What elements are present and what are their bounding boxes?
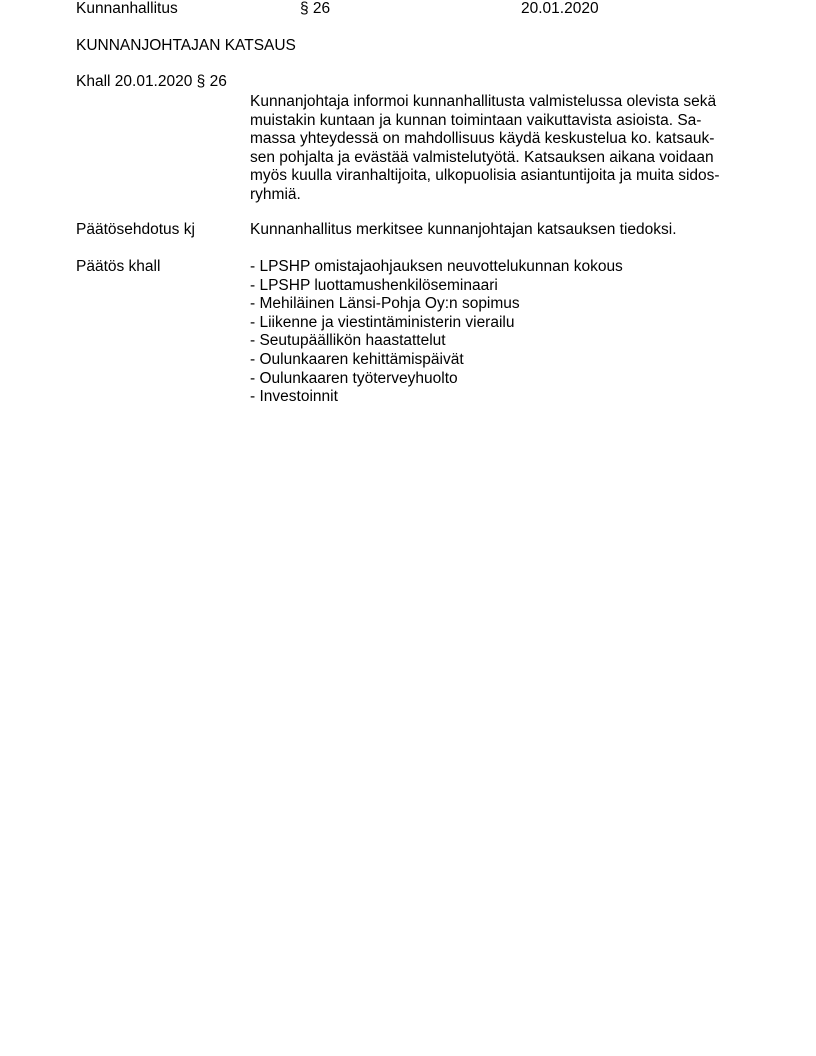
decision-item: - Seutupäällikön haastattelut	[250, 332, 446, 350]
intro-paragraph	[250, 93, 750, 205]
document-title: KUNNANJOHTAJAN KATSAUS	[76, 37, 296, 54]
intro-line: sen pohjalta ja evästää valmistelutyötä. Katsauksen aikana voidaan	[250, 148, 714, 166]
decision-item: - Oulunkaaren kehittämispäivät	[250, 350, 464, 368]
meeting-reference: Khall 20.01.2020 § 26	[76, 73, 227, 90]
decision-label: Päätös khall	[76, 258, 161, 275]
decision-item: - Oulunkaaren työterveyhuolto	[250, 369, 458, 387]
decision-item: - Liikenne ja viestintäministerin vierailu	[250, 313, 515, 331]
header-section-number: § 26	[300, 0, 331, 17]
intro-line: massa yhteydessä on mahdollisuus käydä keskustelua ko. katsauk-	[250, 130, 715, 148]
decision-item: - Investoinnit	[250, 388, 338, 406]
decision-list	[250, 258, 623, 407]
decision-item: - Mehiläinen Länsi-Pohja Oy:n sopimus	[250, 295, 520, 313]
proposal-text: Kunnanhallitus merkitsee kunnanjohtajan katsauksen tiedoksi.	[250, 221, 677, 238]
intro-line: myös kuulla viranhaltijoita, ulkopuolisia asiantuntijoita ja muita sidos-	[250, 167, 720, 185]
header-date: 20.01.2020	[521, 0, 599, 17]
proposal-label: Päätösehdotus kj	[76, 221, 195, 238]
header-body-name: Kunnanhallitus	[76, 0, 178, 17]
intro-line: muistakin kuntaan ja kunnan toimintaan vaikuttavista asioista. Sa-	[250, 111, 702, 129]
intro-line: ryhmiä.	[250, 185, 301, 203]
decision-item: - LPSHP omistajaohjauksen neuvottelukunnan kokous	[250, 258, 623, 275]
decision-item: - LPSHP luottamushenkilöseminaari	[250, 276, 498, 294]
intro-line: Kunnanjohtaja informoi kunnanhallitusta valmistelussa olevista sekä	[250, 93, 717, 110]
